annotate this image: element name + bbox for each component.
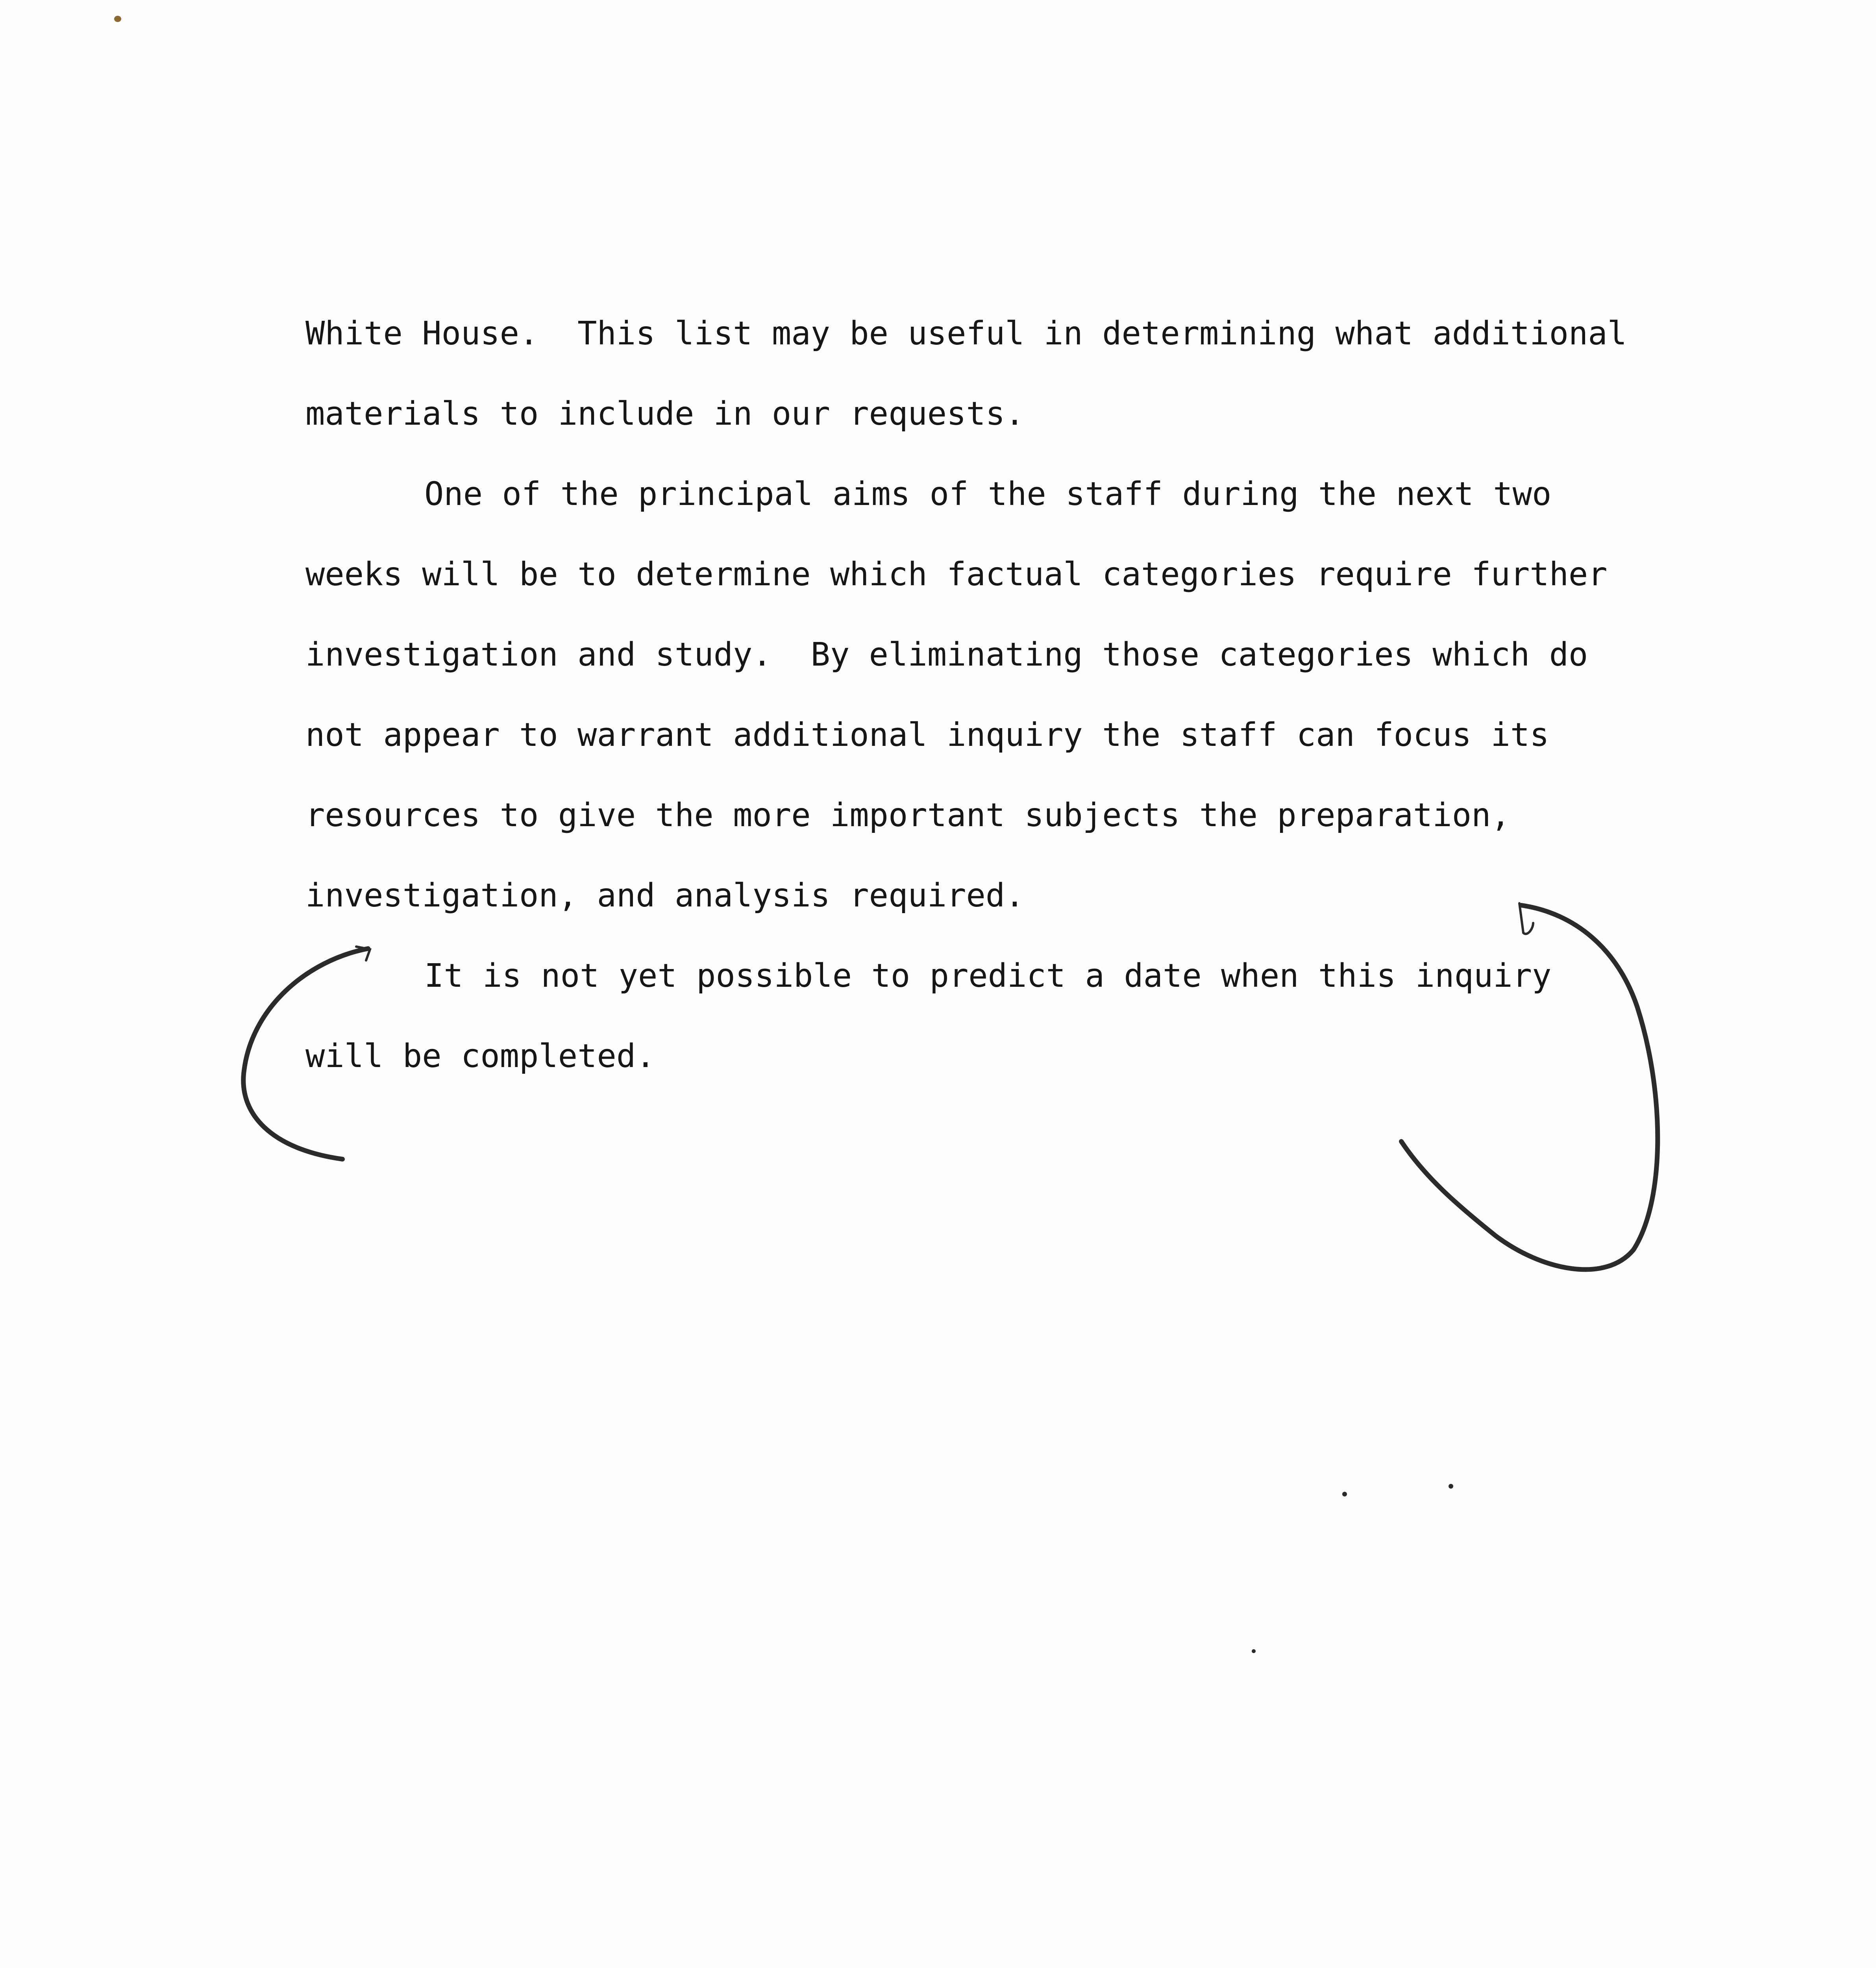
text-line: weeks will be to determine which factual categories require further [305, 556, 1608, 593]
body-text [305, 307, 1663, 1110]
text-line: not appear to warrant additional inquiry the staff can focus its [305, 716, 1549, 754]
paper-speck [1449, 1484, 1453, 1489]
paper-speck [1252, 1649, 1256, 1653]
text-line: investigation and study. By eliminating those categories which do [305, 636, 1588, 673]
text-line: White House. This list may be useful in determining what additional [305, 315, 1627, 352]
text-line: It is not yet possible to predict a date when this inquiry [424, 957, 1552, 995]
paper-speck [114, 16, 121, 22]
text-line: resources to give the more important subjects the preparation, [305, 797, 1510, 834]
text-line: investigation, and analysis required. [305, 877, 1025, 914]
text-line: materials to include in our requests. [305, 395, 1025, 433]
text-line: will be completed. [305, 1038, 655, 1075]
text-line: One of the principal aims of the staff during the next two [424, 475, 1552, 513]
paper-speck [1342, 1492, 1347, 1496]
